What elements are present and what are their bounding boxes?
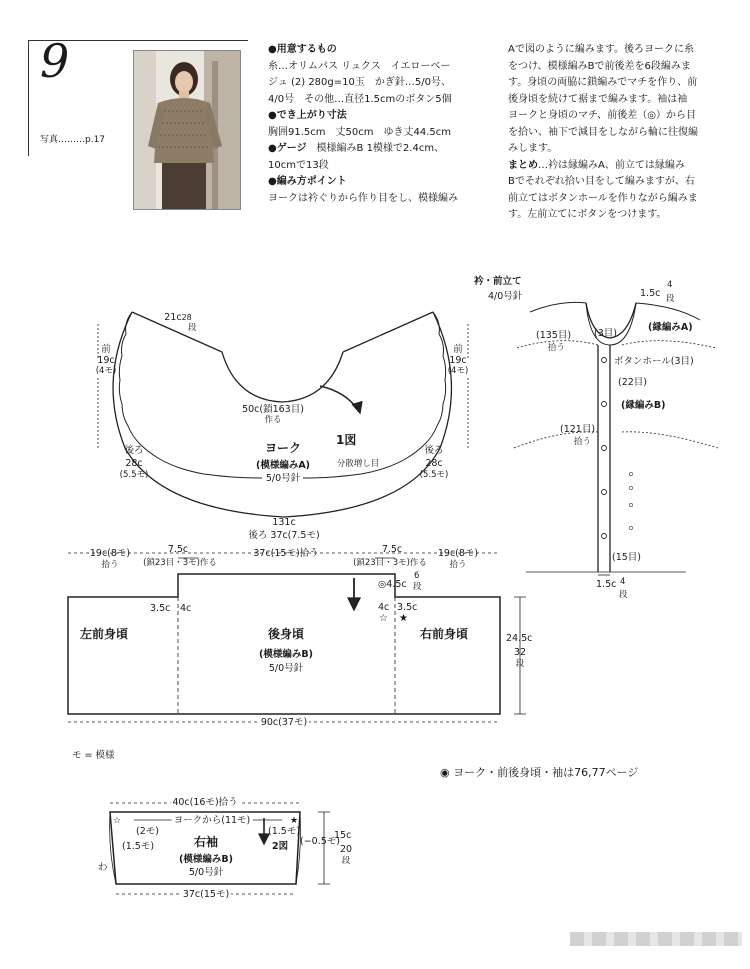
body-outline [68, 571, 500, 714]
collar-pickup-135: (135目) [536, 330, 572, 341]
yoke-front-right-pattern: (4モ) [447, 366, 469, 376]
yoke-back-left-label: 後ろ [124, 445, 144, 456]
sleeve-fig2-label: 2図 [272, 841, 289, 852]
sleeve-left-diff-2: (1.5モ) [122, 841, 155, 852]
sleeve-ring-label: わ [98, 862, 108, 873]
body-star-filled-icon: ★ [399, 613, 408, 624]
sleeve-stitch: (模様編みB) [179, 854, 233, 865]
yoke-increase-note: 分散増し目 [336, 459, 380, 469]
sleeve-right-diff: (1.5モ) [268, 826, 301, 837]
collar-top-rows-unit: 段 [666, 294, 675, 304]
collar-top-width: 1.5c [640, 288, 661, 299]
body-diff-width: ◎4.5c [378, 579, 407, 590]
watermark-blur [570, 932, 742, 946]
body-gusset-left-make: 作る [199, 558, 217, 568]
body-diff-rows-unit: 段 [413, 582, 422, 592]
points-line-2: をつけ、模様編みBで前後差を6段編みま [508, 60, 691, 72]
points-line-5: ヨークと身頃のマチ、前後差（◎）から目 [508, 110, 697, 121]
sleeve-star-outline-icon: ☆ [113, 816, 122, 826]
yoke-back-pickup: 後ろ 37c(7.5モ) [248, 530, 320, 541]
yoke-back-right-label: 後ろ [424, 445, 444, 456]
gauge-heading: ●ゲージ [268, 143, 307, 154]
photo-reference: 写真………p.17 [40, 135, 106, 145]
body-mark-left-2: 4c [180, 603, 192, 614]
body-diff-rows: 6 [414, 571, 420, 581]
body-right-front-label: 右前身頃 [420, 627, 469, 641]
materials-line-1: 糸…オリムパス リュクス イエローベー [268, 60, 451, 72]
sleeve-needle: 5/0号針 [188, 867, 224, 878]
collar-top-rows: 4 [667, 280, 673, 290]
collar-edging-b: (縁編みB) [621, 400, 666, 411]
materials-line-3: 4/0号 その他…直径1.5cmのボタン5個 [268, 93, 452, 105]
yoke-neckline [222, 352, 343, 402]
yoke-cast-on-sub: 作る [264, 415, 282, 425]
materials-line-2: ジュ (2) 280g=10玉 かぎ針…5/0号、 [268, 77, 451, 88]
collar-pickup-135-sub: 拾う [548, 343, 566, 353]
collar-pickup-121-sub: 拾う [574, 437, 592, 447]
body-side-pickup-right-sub: 拾う [449, 560, 467, 570]
finishing-line-3: す。左前立てにボタンをつけます。 [508, 209, 667, 220]
body-gusset-left-chain-text: (鎖23目・3モ) [143, 558, 200, 568]
body-gusset-right-width: 7.5c [381, 544, 403, 555]
body-mark-right-2: 3.5c [397, 602, 418, 613]
pattern-number: 9 [40, 34, 70, 88]
body-length-rows-unit: 段 [515, 659, 525, 669]
collar-rows-15: (15目) [612, 552, 642, 563]
sleeve-title: 右袖 [193, 835, 219, 849]
body-hem-width: 90c(37モ) [260, 717, 308, 728]
body-mark-left-1: 3.5c [150, 603, 171, 614]
finished-size-text: 胸囲91.5cm 丈50cm ゆき丈44.5cm [268, 126, 451, 138]
collar-bottom-width: 1.5c [596, 579, 617, 590]
yoke-fig1-label: 1図 [336, 433, 357, 447]
yoke-back-right-pattern: (5.5モ) [419, 470, 449, 480]
body-gusset-right-make: 作る [409, 558, 427, 568]
body-length-rows: 32 [513, 647, 527, 658]
yoke-needle: 5/0号針 [265, 473, 301, 484]
yoke-title: ヨーク [264, 441, 302, 455]
yoke-shoulder-rows-unit: 段 [188, 323, 197, 333]
buttonholes [602, 358, 607, 539]
body-gusset-left-chain [143, 559, 217, 568]
body-stitch: (模様編みB) [259, 649, 313, 660]
finishing-line-1: Bでそれぞれ拾い目をして編みますが、右 [508, 176, 695, 187]
gauge-line-2: 10cmで13段 [268, 159, 329, 171]
yoke-front-left-pattern: (4モ) [95, 366, 117, 376]
sleeve-cuff-width: 37c(15モ) [182, 889, 230, 900]
legend-page-reference: ◉ ヨーク・前後身頃・袖は76,77ページ [440, 766, 639, 779]
body-mark-right-1: 4c [378, 602, 390, 613]
sleeve-length-rows-unit: 段 [341, 856, 351, 866]
body-gusset-left-width: 7.5c [167, 544, 189, 555]
yoke-front-right-width: 19c [449, 355, 467, 366]
yoke-cast-on: 50c(鎖163目) [242, 404, 304, 415]
legend-pattern-unit: モ = 模様 [72, 750, 115, 761]
sleeve-decrease: (−0.5モ) [300, 836, 340, 847]
body-star-outline-icon: ☆ [379, 613, 388, 624]
body-gusset-right-chain-text: (鎖23目・3モ) [353, 558, 410, 568]
collar-pickup-121: (121目) [560, 424, 596, 435]
points-line-4: 後身頃を続けて裾まで編みます。袖は袖 [508, 93, 688, 105]
yoke-front-left-label: 前 [101, 344, 111, 355]
collar-edging-a: (縁編みA) [648, 322, 693, 333]
yoke-shoulder-rows: 28 [181, 313, 192, 322]
body-back-label: 後身頃 [267, 627, 305, 641]
yoke-back-right-width: 28c [425, 458, 443, 469]
points-line-1: Aで図のように編みます。後ろヨークに糸 [508, 44, 695, 55]
yoke-front-left-width: 19c [97, 355, 115, 366]
collar-bottom-rows-unit: 段 [619, 590, 628, 600]
body-left-front-label: 左前身頃 [80, 627, 129, 641]
body-gusset-right-chain [353, 559, 427, 568]
collar-bottom-rows: 4 [620, 577, 626, 587]
yoke-hem-width: 131c [272, 517, 296, 528]
finishing-heading: まとめ [508, 159, 538, 171]
front-band-outline [598, 345, 610, 572]
finished-size-heading: ●でき上がり寸法 [268, 110, 347, 121]
body-side-pickup-left: 19c(8モ) [89, 548, 131, 559]
sleeve-top-pickup: 40c(16モ)拾う [172, 797, 238, 808]
points-line-3: す。身頃の両脇に鎖編みでマチを作り、前 [508, 77, 698, 88]
sleeve-length: 15c [334, 830, 352, 841]
body-side-pickup-right: 19c(8モ) [437, 548, 479, 559]
yoke-stitch: (模様編みA) [255, 460, 311, 471]
yoke-shoulder-value: 21c [164, 312, 182, 323]
sleeve-left-diff-1: (2モ) [136, 826, 159, 837]
body-side-pickup-left-sub: 拾う [101, 560, 119, 570]
collar-rows-22: (22目) [618, 377, 648, 388]
yoke-shoulder-width [164, 313, 192, 323]
points-line-6: を拾い、袖下で減目をしながら輪に往復編 [508, 126, 698, 138]
yoke-back-left-pattern: (5.5モ) [119, 470, 149, 480]
body-back-pickup: 37c(15モ)拾う [253, 548, 319, 559]
finishing-text-0: …衿は縁編みA、前立ては縁編み [538, 159, 685, 171]
points-heading: ●編み方ポイント [268, 176, 347, 187]
body-length: 24.5c [506, 633, 533, 644]
body-needle: 5/0号針 [268, 663, 304, 674]
finishing-line-2: 前立てはボタンホールを作りながら編みま [508, 192, 698, 204]
yoke-right-shoulder [343, 312, 433, 352]
collar-rows-3: (3目) [594, 328, 617, 339]
sleeve-star-filled-icon: ★ [290, 816, 299, 826]
sleeve-length-rows: 20 [339, 844, 353, 855]
materials-heading: ●用意するもの [268, 44, 337, 55]
collar-title: 衿・前立て [474, 276, 522, 287]
yoke-back-left-width: 28c [125, 458, 143, 469]
points-line-7: みします。 [508, 143, 558, 154]
fig1-arrow [320, 386, 358, 410]
gauge-text-1: 模様編みB 1模様で2.4cm、 [316, 143, 445, 154]
points-line-0: ヨークは衿ぐりから作り目をし、模様編み [268, 192, 458, 204]
collar-buttonhole: ボタンホール(3目) [614, 356, 694, 367]
yoke-front-right-label: 前 [453, 344, 463, 355]
collar-needle: 4/0号針 [488, 291, 523, 302]
sleeve-from-yoke: ヨークから(11モ) [173, 815, 251, 826]
